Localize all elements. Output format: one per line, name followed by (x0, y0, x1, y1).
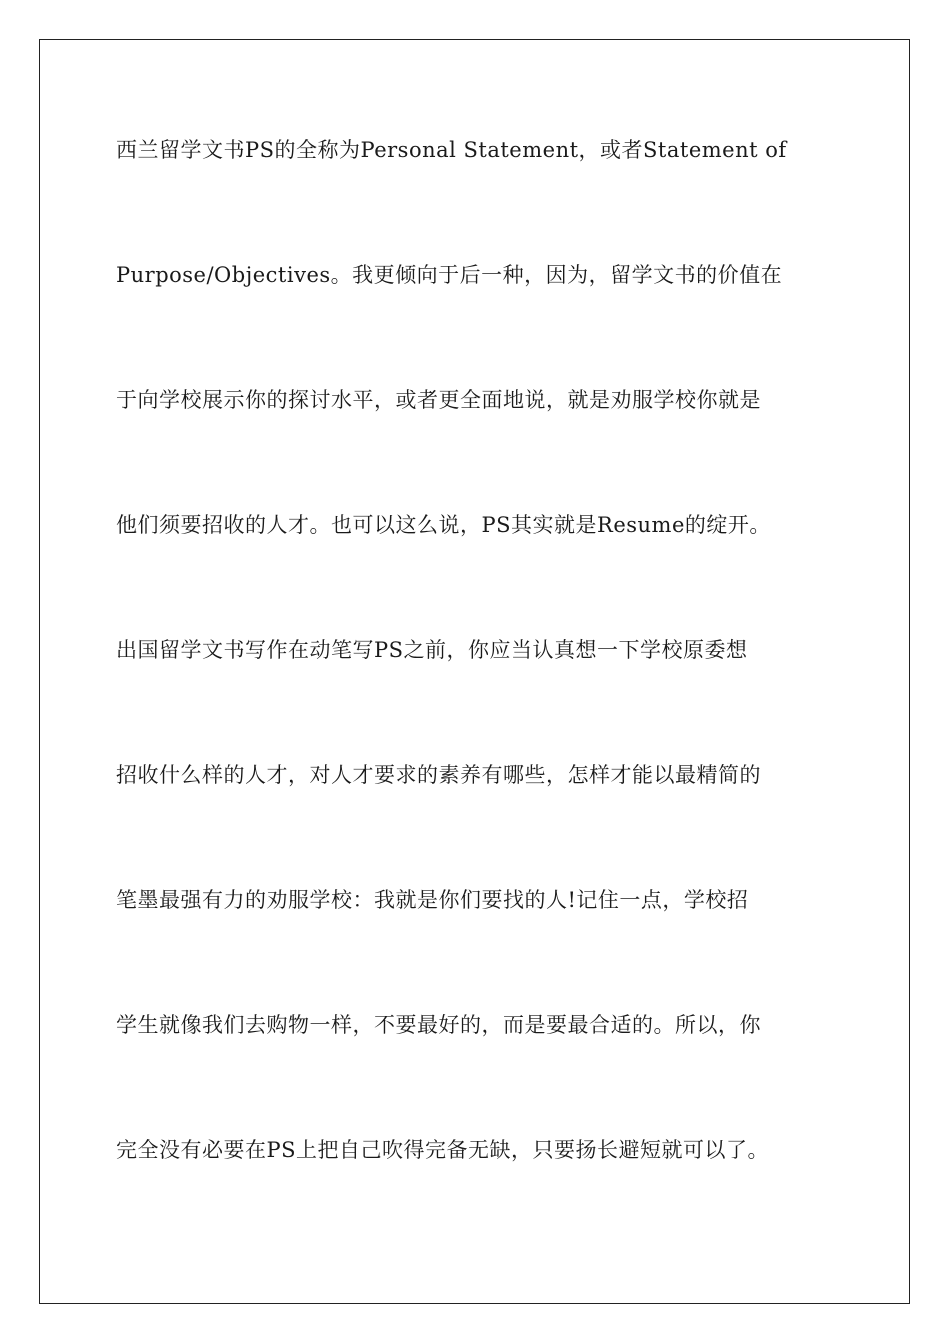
text-line: 笔墨最强有力的劝服学校：我就是你们要找的人!记住一点，学校招 (116, 888, 749, 912)
text-line: 他们须要招收的人才。也可以这么说，PS其实就是Resume的绽开。 (116, 513, 771, 537)
text-line: 西兰留学文书PS的全称为Personal Statement，或者Statement of (116, 138, 787, 162)
text-line: 于向学校展示你的探讨水平，或者更全面地说，就是劝服学校你就是 (116, 388, 761, 412)
text-line: Purpose/Objectives。我更倾向于后一种，因为，留学文书的价值在 (116, 263, 783, 287)
text-line: 学生就像我们去购物一样，不要最好的，而是要最合适的。所以，你 (116, 1013, 761, 1037)
page-border (39, 39, 910, 1304)
text-line: 招收什么样的人才，对人才要求的素养有哪些，怎样才能以最精简的 (116, 763, 761, 787)
text-line: 完全没有必要在PS上把自己吹得完备无缺，只要扬长避短就可以了。 (116, 1138, 770, 1162)
text-line: 出国留学文书写作在动笔写PS之前，你应当认真想一下学校原委想 (116, 638, 748, 662)
